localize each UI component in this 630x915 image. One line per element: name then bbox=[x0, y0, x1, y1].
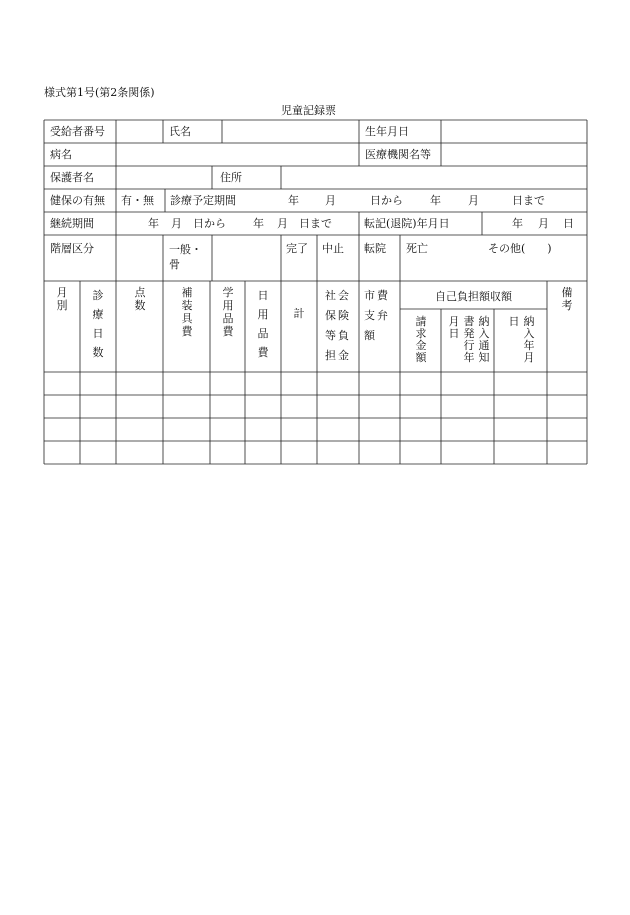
guardian-label: 保護者名 bbox=[50, 171, 94, 184]
form-number: 様式第1号(第2条関係) bbox=[44, 86, 155, 99]
school-supplies-header: 学用品費 bbox=[222, 286, 234, 338]
days-header: 診療日数 bbox=[92, 289, 104, 359]
notice-date-header: 月日 bbox=[448, 315, 460, 340]
stop-label: 中止 bbox=[322, 242, 344, 255]
institution-label: 医療機関名等 bbox=[365, 148, 431, 161]
city-expense-header: 市費支弁額 bbox=[364, 289, 390, 342]
notice-payment-header: 納入通知 bbox=[478, 315, 490, 364]
continuation-month-to: 月 bbox=[277, 217, 288, 230]
address-label: 住所 bbox=[220, 171, 242, 184]
continuation-day-from: 日から bbox=[193, 217, 226, 230]
continuation-label: 継続期間 bbox=[50, 217, 94, 230]
remarks-header: 備考 bbox=[561, 286, 573, 312]
disease-label: 病名 bbox=[50, 148, 72, 161]
planned-month-to: 月 bbox=[468, 194, 479, 207]
social-insurance-header: 社会保険等負担金 bbox=[325, 289, 351, 362]
insurance-label: 健保の有無 bbox=[50, 194, 105, 207]
transfer-date-label: 転記(退院)年月日 bbox=[364, 217, 450, 230]
insurance-yes-no: 有・無 bbox=[121, 194, 154, 207]
class-label: 階層区分 bbox=[50, 242, 94, 255]
birthdate-label: 生年月日 bbox=[365, 125, 409, 138]
paid-day-header: 日 bbox=[508, 315, 520, 328]
notice-issue-header: 書発行年 bbox=[463, 315, 475, 364]
continuation-year-to: 年 bbox=[253, 217, 264, 230]
continuation-month-from: 月 bbox=[171, 217, 182, 230]
transfer-month: 月 bbox=[538, 217, 549, 230]
transfer-day: 日 bbox=[563, 217, 574, 230]
planned-year-from: 年 bbox=[288, 194, 299, 207]
recipient-number-label: 受給者番号 bbox=[50, 125, 105, 138]
name-label: 氏名 bbox=[169, 125, 191, 138]
planned-year-to: 年 bbox=[430, 194, 441, 207]
month-header: 月別 bbox=[56, 286, 68, 312]
paid-month-header: 納入年月 bbox=[523, 315, 535, 364]
planned-day-from: 日から bbox=[370, 194, 403, 207]
continuation-year-from: 年 bbox=[148, 217, 159, 230]
total-header: 計 bbox=[293, 307, 305, 320]
transfer-year: 年 bbox=[512, 217, 523, 230]
brace-header: 補装具費 bbox=[181, 286, 193, 338]
billed-amount-header: 請求金額 bbox=[415, 315, 427, 364]
planned-month-from: 月 bbox=[325, 194, 336, 207]
form-title: 児童記録票 bbox=[281, 104, 336, 117]
general-bone-label: 一般・骨 bbox=[169, 243, 202, 271]
daily-goods-header: 日用品費 bbox=[257, 289, 269, 359]
hospital-transfer-label: 転院 bbox=[364, 242, 386, 255]
death-label: 死亡 bbox=[406, 242, 428, 255]
complete-label: 完了 bbox=[286, 242, 308, 255]
points-header: 点数 bbox=[134, 286, 146, 312]
planned-day-to: 日まで bbox=[512, 194, 545, 207]
continuation-day-to: 日まで bbox=[299, 217, 332, 230]
other-label: その他( ) bbox=[488, 242, 552, 255]
self-pay-header: 自己負担額収額 bbox=[435, 290, 512, 303]
planned-period-label: 診療予定期間 bbox=[170, 194, 236, 207]
